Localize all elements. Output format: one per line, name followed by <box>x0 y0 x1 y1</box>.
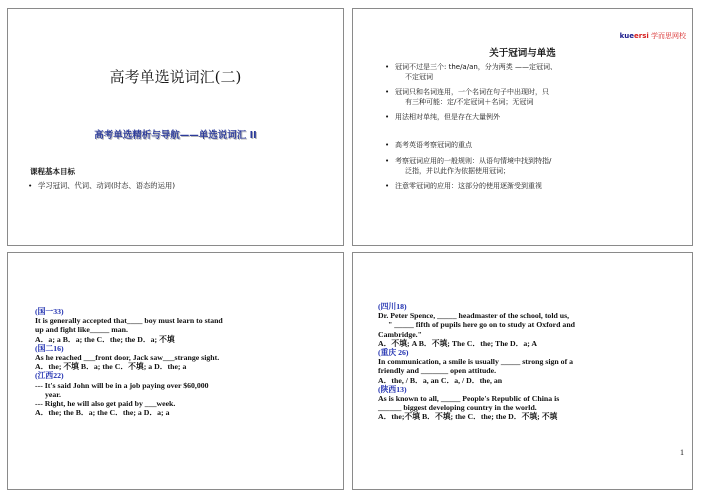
bullet-text: 不定冠词 <box>405 73 433 81</box>
slide-1 <box>7 8 344 246</box>
bullet-text: 高考英语考察冠词的重点 <box>395 141 472 149</box>
slide-3 <box>7 252 344 490</box>
question-line: --- It's said John will be in a job paying over $60,000 <box>35 380 209 390</box>
question-line: A．the;不填 B．不填; the C．the; the D．不填; 不填 <box>378 412 558 422</box>
article-bullet <box>385 140 472 150</box>
slide-2 <box>352 8 693 246</box>
question-line: A．the; the B．a; the C．the; a D．a; a <box>35 408 170 418</box>
question-line: --- Right, he will also get paid by ___week. <box>35 399 176 409</box>
page-number: 1 <box>680 448 684 457</box>
bullet-icon: • <box>385 63 390 71</box>
bullet-icon: • <box>385 113 390 121</box>
quiz-block-2 <box>378 302 575 422</box>
slide-2-title: 关于冠词与单选 <box>489 48 556 59</box>
article-bullet <box>385 87 549 107</box>
kuersi-logo: kueersi 学而思网校 <box>619 32 686 40</box>
bullet-icon: • <box>28 181 33 190</box>
question-source: (国二16) <box>35 343 64 353</box>
bullet-text: 泛指，并以此作为依据使用冠词； <box>405 167 510 175</box>
question-line: up and fight like_____ man. <box>35 325 128 335</box>
bullet-text: 考察冠词应用的一般规则：从语句情境中找到特指/ <box>395 157 552 165</box>
quiz-block-1 <box>35 307 223 417</box>
question-source: (江西22) <box>35 371 64 381</box>
question-line: In communication, a smile is usually _____ strong sign of a <box>378 357 574 367</box>
article-bullet <box>385 156 552 176</box>
question-line: A．the, / B．a, an C．a, / D．the, an <box>378 375 503 385</box>
bullet-icon: • <box>385 141 390 149</box>
bullet-icon: • <box>385 88 390 96</box>
goal-item: • 学习冠词、代词、动词(时态、语态的运用) <box>28 181 176 190</box>
slide-1-title: 高考单选说词汇(二) <box>109 68 242 86</box>
question-line: A．the; 不填 B．a; the C．不填; a D．the; a <box>35 362 187 372</box>
question-line: Cambridge." <box>378 329 422 339</box>
bullet-text: 冠词只和名词连用，一个名词在句子中出现时，只 <box>395 88 549 96</box>
question-source: (四川18) <box>378 302 407 311</box>
question-line: A．a; a B．a; the C．the; the D．a; 不填 <box>35 334 175 344</box>
question-line: As he reached ___front door, Jack saw___strange sight. <box>35 353 220 363</box>
article-bullet <box>385 62 558 82</box>
slide-1-subtitle: 高考单选精析与导航——单选说词汇 II <box>94 130 257 141</box>
bullet-icon: • <box>385 157 390 165</box>
question-line: A．不填; A B．不填; The C．the; The D．a; A <box>378 338 538 348</box>
bullet-text: 用法相对单纯，但是存在大量例外 <box>395 113 500 121</box>
question-line: It is generally accepted that____ boy must learn to stand <box>35 316 223 326</box>
question-line: ______ biggest developing country in the world. <box>378 403 537 413</box>
question-line: " _____ fifth of pupils here go on to study at Oxford and <box>388 320 575 330</box>
question-source: (重庆 26) <box>378 348 409 358</box>
question-line: Dr. Peter Spence, _____ headmaster of the school, told us, <box>378 311 570 321</box>
basic-target-label: 课程基本目标 <box>30 167 75 176</box>
question-source: (国一33) <box>35 307 64 316</box>
bullet-text: 注意零冠词的应用：这部分的使用逐渐受到重视 <box>395 182 542 190</box>
bullet-text: 有三种可能：定/不定冠词＋名词；无冠词 <box>405 98 534 106</box>
article-bullet <box>385 181 542 191</box>
article-bullet <box>385 112 500 122</box>
question-line: friendly and _______ open attitude. <box>378 366 497 376</box>
slide-4 <box>352 252 693 490</box>
bullet-icon: • <box>385 182 390 190</box>
question-source: (陕西13) <box>378 384 407 394</box>
bullet-text: 冠词不过是三个: the/a/an，分为两类 ——定冠词、 <box>395 63 558 71</box>
question-line: year. <box>45 389 61 399</box>
question-line: As is known to all, _____ People's Republic of China is <box>378 394 560 404</box>
